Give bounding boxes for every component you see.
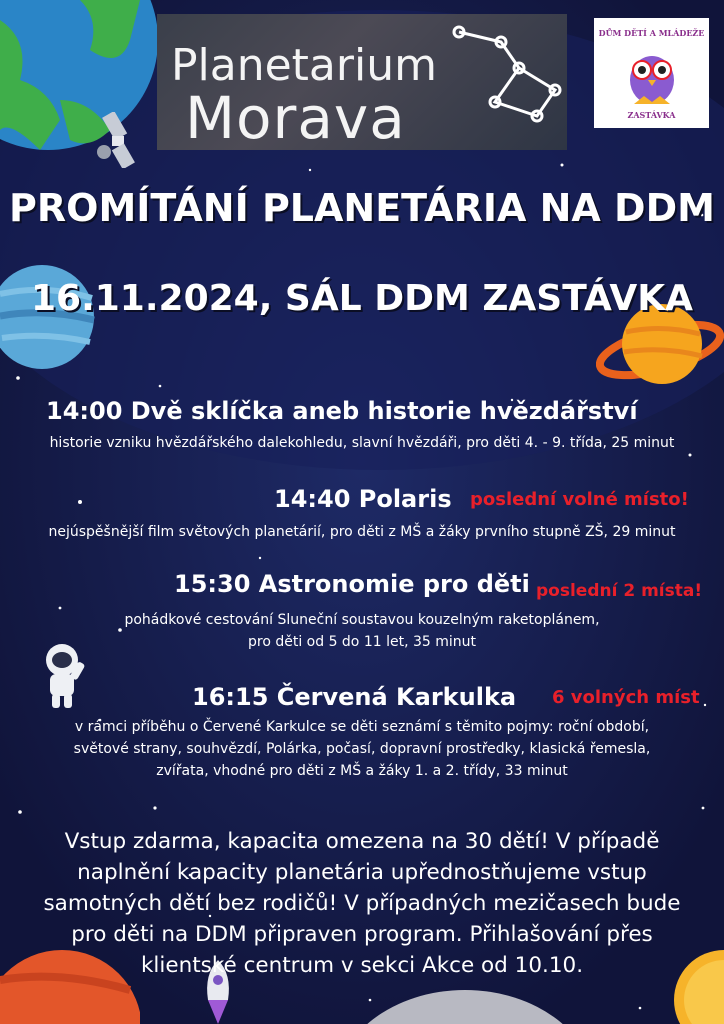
registration-info-line-3: samotných dětí bez rodičů! V případných mezičasech bude — [43, 891, 681, 916]
event-title: PROMÍTÁNÍ PLANETÁRIA NA DDM — [9, 186, 715, 230]
event-4-desc-line-2: světové strany, souhvězdí, Polárka, počasí, dopravní prostředky, klasická řemesla, — [73, 741, 651, 757]
event-4-desc-line-3: zvířata, vhodné pro děti z MŠ a žáky 1. a 2. třídy, 33 minut — [156, 763, 568, 779]
event-1-desc-line-1: historie vzniku hvězdářského dalekohledu, slavní hvězdáři, pro děti 4. - 9. třída, 25 minut — [49, 435, 675, 451]
event-3-availability-badge: poslední 2 místa! — [536, 581, 703, 601]
event-2-title: 14:40 Polaris — [274, 485, 452, 513]
registration-info-line-5: klientské centrum v sekci Akce od 10.10. — [140, 953, 584, 978]
event-date-place: 16.11.2024, SÁL DDM ZASTÁVKA — [30, 278, 694, 319]
ddm-logo-bottom-text: ZASTÁVKA — [627, 110, 676, 120]
registration-info-line-1: Vstup zdarma, kapacita omezena na 30 dětí! V případě — [64, 829, 660, 854]
event-3-desc-line-2: pro děti od 5 do 11 let, 35 minut — [247, 634, 477, 650]
registration-info — [20, 826, 704, 981]
logo-line-1: Planetarium — [171, 40, 437, 91]
event-4-availability-badge: 6 volných míst — [552, 687, 700, 708]
event-3-description — [0, 609, 724, 653]
ddm-logo-top-text: DŮM DĚTÍ A MLÁDEŽE — [598, 28, 705, 38]
event-4-description — [0, 716, 724, 782]
constellation-icon — [437, 20, 567, 148]
registration-info-line-2: naplnění kapacity planetária upřednostňujeme vstup — [77, 860, 647, 885]
planetarium-logo — [157, 14, 567, 150]
event-2-availability-badge: poslední volné místo! — [470, 489, 689, 510]
event-4-title: 16:15 Červená Karkulka — [192, 683, 517, 711]
registration-info-line-4: pro děti na DDM připraven program. Přihlašování přes — [71, 922, 653, 947]
event-3-desc-line-1: pohádkové cestování Sluneční soustavou kouzelným raketoplánem, — [124, 612, 600, 628]
event-2-description — [0, 521, 724, 543]
event-3-title: 15:30 Astronomie pro děti — [174, 570, 530, 598]
moon-icon — [340, 990, 590, 1024]
owl-mascot-icon — [626, 44, 678, 106]
event-4-desc-line-1: v rámci příběhu o Červené Karkulce se děti seznámí s těmito pojmy: roční období, — [74, 719, 650, 735]
event-1-description — [0, 432, 724, 454]
event-2-desc-line-1: nejúspěšnější film světových planetárií, pro děti z MŠ a žáky prvního stupně ZŠ, 29 minut — [48, 524, 676, 540]
satellite-icon — [92, 112, 140, 168]
logo-line-2: Morava — [185, 84, 406, 150]
event-1-title: 14:00 Dvě sklíčka aneb historie hvězdářství — [46, 397, 638, 425]
ddm-zastavka-logo — [594, 18, 709, 128]
